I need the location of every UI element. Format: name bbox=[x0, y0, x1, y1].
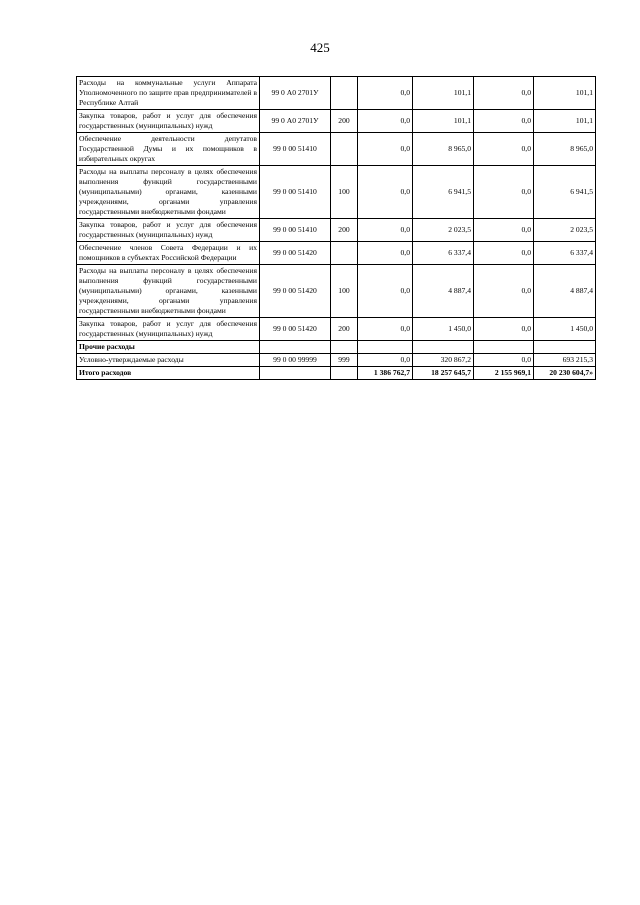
table-row bbox=[77, 318, 596, 341]
row-amount-1-cell: 0,0 bbox=[358, 219, 413, 242]
row-expense-type-cell bbox=[331, 242, 358, 265]
table-row bbox=[77, 265, 596, 318]
row-code-cell: 99 0 00 51410 bbox=[260, 219, 331, 242]
row-expense-type-cell bbox=[331, 133, 358, 166]
row-amount-1-cell bbox=[358, 341, 413, 354]
row-amount-4-cell bbox=[534, 341, 596, 354]
row-amount-4-cell: 693 215,3 bbox=[534, 354, 596, 367]
table-row bbox=[77, 166, 596, 219]
row-amount-1-cell: 0,0 bbox=[358, 354, 413, 367]
row-code-cell bbox=[260, 341, 331, 354]
row-amount-2-cell: 8 965,0 bbox=[413, 133, 474, 166]
row-amount-3-cell: 0,0 bbox=[474, 110, 534, 133]
table-row bbox=[77, 133, 596, 166]
row-expense-type-cell: 100 bbox=[331, 265, 358, 318]
table-row bbox=[77, 77, 596, 110]
row-expense-type-cell: 200 bbox=[331, 110, 358, 133]
row-amount-2-cell: 2 023,5 bbox=[413, 219, 474, 242]
row-name-cell: Расходы на коммунальные услуги Аппарата Уполномоченного по защите прав предпринимателей в Республике Алтай bbox=[77, 77, 260, 110]
row-name-cell: Закупка товаров, работ и услуг для обеспечения государственных (муниципальных) нужд bbox=[77, 110, 260, 133]
row-name-cell: Закупка товаров, работ и услуг для обеспечения государственных (муниципальных) нужд bbox=[77, 318, 260, 341]
row-amount-4-cell: 4 887,4 bbox=[534, 265, 596, 318]
page-number: 425 bbox=[310, 40, 330, 55]
row-code-cell: 99 0 00 51420 bbox=[260, 265, 331, 318]
row-code-cell: 99 0 00 51410 bbox=[260, 166, 331, 219]
row-amount-3-cell: 0,0 bbox=[474, 166, 534, 219]
row-name-cell: Итого расходов bbox=[77, 367, 260, 380]
row-amount-1-cell: 0,0 bbox=[358, 110, 413, 133]
row-amount-1-cell: 1 386 762,7 bbox=[358, 367, 413, 380]
row-amount-2-cell: 4 887,4 bbox=[413, 265, 474, 318]
row-name-cell: Расходы на выплаты персоналу в целях обеспечения выполнения функций государственными (муниципальными) органами, казенными учреждениями, органами управления государственными внебюджетными фондами bbox=[77, 265, 260, 318]
row-amount-4-cell: 6 337,4 bbox=[534, 242, 596, 265]
row-amount-2-cell: 101,1 bbox=[413, 110, 474, 133]
row-amount-2-cell: 101,1 bbox=[413, 77, 474, 110]
budget-table bbox=[76, 76, 596, 380]
row-amount-1-cell: 0,0 bbox=[358, 265, 413, 318]
row-expense-type-cell: 999 bbox=[331, 354, 358, 367]
row-name-cell: Прочие расходы bbox=[77, 341, 260, 354]
table-row bbox=[77, 367, 596, 380]
row-expense-type-cell: 200 bbox=[331, 318, 358, 341]
row-code-cell bbox=[260, 367, 331, 380]
row-amount-4-cell: 1 450,0 bbox=[534, 318, 596, 341]
row-amount-4-cell: 101,1 bbox=[534, 110, 596, 133]
row-amount-3-cell: 2 155 969,1 bbox=[474, 367, 534, 380]
row-amount-3-cell: 0,0 bbox=[474, 354, 534, 367]
row-name-cell: Условно-утверждаемые расходы bbox=[77, 354, 260, 367]
row-code-cell: 99 0 00 51420 bbox=[260, 242, 331, 265]
row-expense-type-cell: 200 bbox=[331, 219, 358, 242]
row-amount-3-cell: 0,0 bbox=[474, 219, 534, 242]
table-row bbox=[77, 219, 596, 242]
row-amount-2-cell: 320 867,2 bbox=[413, 354, 474, 367]
row-amount-2-cell: 18 257 645,7 bbox=[413, 367, 474, 380]
row-expense-type-cell bbox=[331, 77, 358, 110]
row-code-cell: 99 0 00 51420 bbox=[260, 318, 331, 341]
row-code-cell: 99 0 00 51410 bbox=[260, 133, 331, 166]
row-amount-4-cell: 8 965,0 bbox=[534, 133, 596, 166]
table-row bbox=[77, 341, 596, 354]
row-code-cell: 99 0 00 99999 bbox=[260, 354, 331, 367]
row-name-cell: Расходы на выплаты персоналу в целях обеспечения выполнения функций государственными (муниципальными) органами, казенными учреждениями, органами управления государственными внебюджетными фондами bbox=[77, 166, 260, 219]
row-amount-2-cell bbox=[413, 341, 474, 354]
row-name-cell: Обеспечение членов Совета Федерации и их помощников в субъектах Российской Федерации bbox=[77, 242, 260, 265]
row-amount-3-cell: 0,0 bbox=[474, 242, 534, 265]
row-amount-4-cell: 20 230 604,7» bbox=[534, 367, 596, 380]
row-amount-1-cell: 0,0 bbox=[358, 133, 413, 166]
row-amount-2-cell: 6 941,5 bbox=[413, 166, 474, 219]
row-amount-3-cell: 0,0 bbox=[474, 318, 534, 341]
row-amount-4-cell: 101,1 bbox=[534, 77, 596, 110]
row-expense-type-cell: 100 bbox=[331, 166, 358, 219]
row-name-cell: Обеспечение деятельности депутатов Государственной Думы и их помощников в избирательных округах bbox=[77, 133, 260, 166]
row-amount-1-cell: 0,0 bbox=[358, 77, 413, 110]
row-name-cell: Закупка товаров, работ и услуг для обеспечения государственных (муниципальных) нужд bbox=[77, 219, 260, 242]
table-row bbox=[77, 242, 596, 265]
row-amount-1-cell: 0,0 bbox=[358, 166, 413, 219]
row-expense-type-cell bbox=[331, 341, 358, 354]
row-amount-3-cell: 0,0 bbox=[474, 265, 534, 318]
row-amount-1-cell: 0,0 bbox=[358, 242, 413, 265]
row-amount-4-cell: 2 023,5 bbox=[534, 219, 596, 242]
row-amount-3-cell bbox=[474, 341, 534, 354]
row-code-cell: 99 0 А0 2701У bbox=[260, 110, 331, 133]
row-amount-3-cell: 0,0 bbox=[474, 133, 534, 166]
row-amount-2-cell: 6 337,4 bbox=[413, 242, 474, 265]
row-amount-2-cell: 1 450,0 bbox=[413, 318, 474, 341]
row-amount-4-cell: 6 941,5 bbox=[534, 166, 596, 219]
table-row bbox=[77, 110, 596, 133]
row-amount-3-cell: 0,0 bbox=[474, 77, 534, 110]
row-expense-type-cell bbox=[331, 367, 358, 380]
table-row bbox=[77, 354, 596, 367]
row-code-cell: 99 0 А0 2701У bbox=[260, 77, 331, 110]
row-amount-1-cell: 0,0 bbox=[358, 318, 413, 341]
